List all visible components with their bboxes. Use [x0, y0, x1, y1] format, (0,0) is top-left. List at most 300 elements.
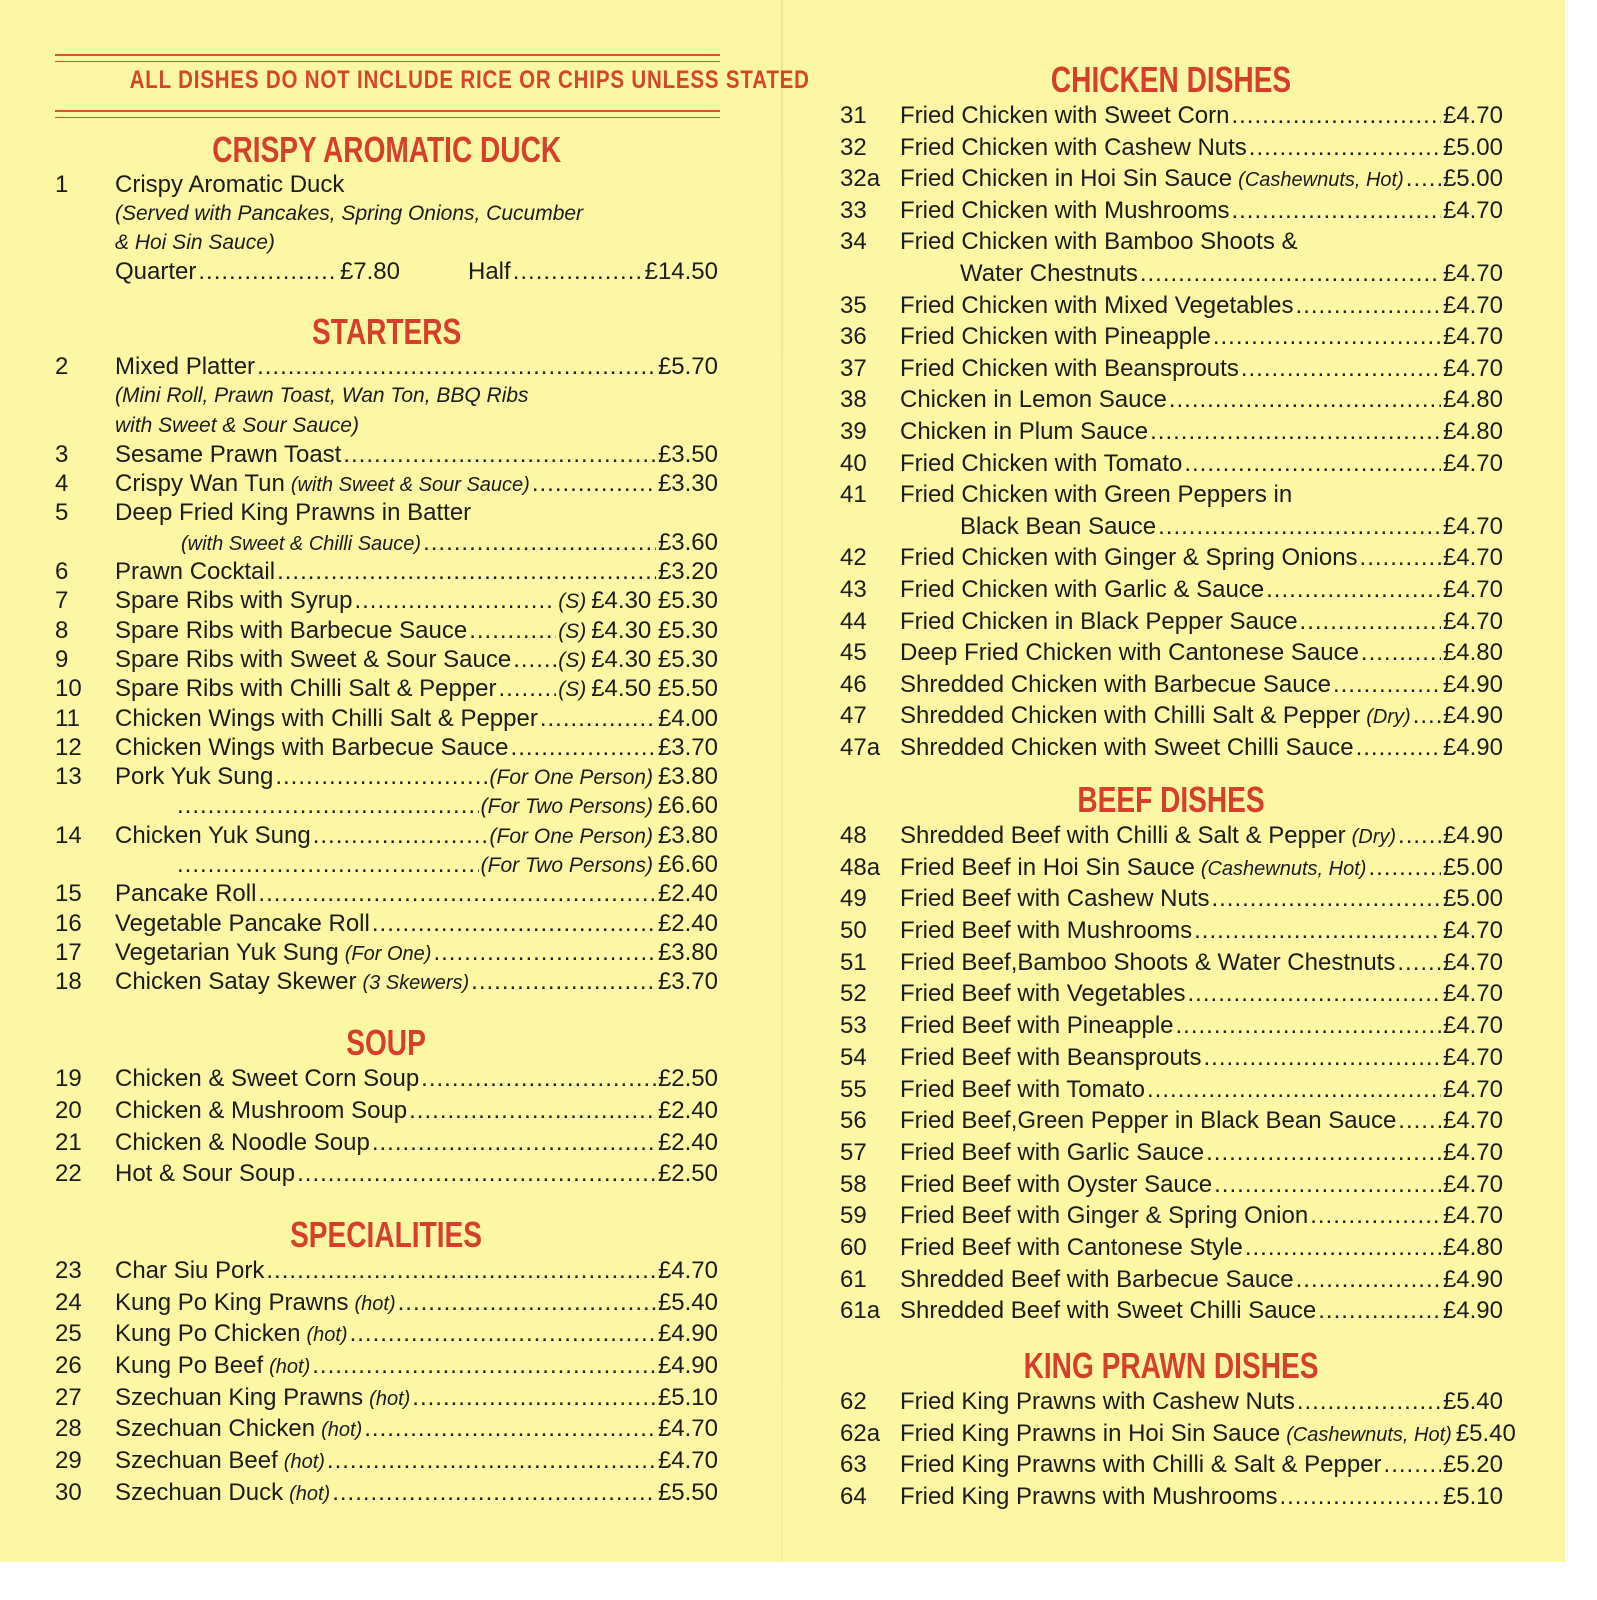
- item-name: Fried King Prawns with Chilli & Salt & Pepper: [900, 1451, 1382, 1479]
- dot-leader: [297, 1158, 656, 1190]
- item-note: (Dry): [1351, 826, 1397, 848]
- section-heading: [840, 780, 1503, 820]
- portion-prices: [55, 257, 718, 286]
- item-name: Fried Chicken with Mushrooms: [900, 196, 1230, 224]
- item-name: Spare Ribs with Chilli Salt & Pepper: [115, 675, 497, 703]
- portion-note: (For Two Persons): [480, 854, 653, 878]
- item-price: £4.70: [657, 1415, 718, 1443]
- portion-note: (S): [558, 590, 587, 614]
- item-number: 21: [55, 1128, 82, 1156]
- item-number: 38: [840, 386, 867, 414]
- item-name: Shredded Beef with Sweet Chilli Sauce: [900, 1297, 1317, 1325]
- dot-leader: [312, 1350, 656, 1382]
- dot-leader: [423, 528, 656, 557]
- item-name: Deep Fried Chicken with Cantonese Sauce: [900, 639, 1359, 667]
- dot-leader: [275, 762, 487, 791]
- item-number: 43: [840, 575, 867, 603]
- item-number: 26: [55, 1352, 82, 1380]
- item-price: £2.40: [657, 880, 718, 908]
- menu-item: [55, 528, 718, 557]
- item-description: (Mini Roll, Prawn Toast, Wan Ton, BBQ Ribs: [115, 384, 529, 408]
- item-name: Chicken Wings with Barbecue Sauce: [115, 733, 509, 761]
- section-title: BEEF DISHES: [1077, 779, 1266, 820]
- item-note: (hot): [354, 1292, 396, 1315]
- menu-item: [840, 1418, 1516, 1450]
- dot-leader: [1360, 542, 1441, 574]
- item-name: Spare Ribs with Barbecue Sauce: [115, 616, 468, 644]
- item-name: Fried Chicken in Black Pepper Sauce: [900, 607, 1298, 635]
- item-name: Fried Beef with Cashew Nuts: [900, 885, 1210, 913]
- item-number: 62: [840, 1388, 867, 1415]
- item-name: Deep Fried King Prawns in Batter: [115, 499, 472, 527]
- item-name: Fried Beef with Ginger & Spring Onion: [900, 1202, 1309, 1230]
- item-price: £5.40: [1455, 1419, 1516, 1447]
- item-number: 44: [840, 607, 867, 635]
- item-name: Crispy Wan Tun: [115, 470, 285, 498]
- dot-leader: [266, 1255, 656, 1287]
- dot-leader: [343, 440, 656, 469]
- item-price: £2.50: [657, 1160, 718, 1188]
- dot-leader: [1296, 290, 1441, 322]
- item-price: £4.90: [1442, 1265, 1503, 1293]
- menu-item: [840, 852, 1503, 884]
- dot-leader: [198, 257, 338, 286]
- item-price: £4.70: [1442, 1202, 1503, 1230]
- menu-item: [55, 1158, 718, 1190]
- item-number: 53: [840, 1012, 867, 1040]
- item-number: 3: [55, 440, 69, 468]
- item-number: 41: [840, 481, 867, 509]
- item-number: 46: [840, 670, 867, 698]
- item-price: £5.00: [1442, 165, 1503, 193]
- item-name: Fried Chicken with Garlic & Sauce: [900, 575, 1265, 603]
- item-price: £5.00: [1442, 885, 1503, 913]
- item-name: Shredded Chicken with Barbecue Sauce: [900, 670, 1331, 698]
- item-price: £2.40: [657, 1096, 718, 1124]
- item-price: £4.90: [1442, 670, 1503, 698]
- dot-leader: [258, 879, 656, 908]
- item-price: £5.70: [657, 353, 718, 380]
- menu-item: [55, 352, 718, 381]
- section-heading: [55, 312, 718, 352]
- item-number: 30: [55, 1478, 82, 1506]
- item-description: with Sweet & Sour Sauce): [115, 413, 359, 437]
- section-title: SPECIALITIES: [290, 1214, 483, 1255]
- item-number: 33: [840, 196, 867, 224]
- dot-leader: [1147, 1074, 1441, 1106]
- item-number: 5: [55, 499, 69, 527]
- item-name: Pork Yuk Sung: [115, 763, 274, 791]
- item-number: 51: [840, 948, 867, 976]
- item-note: (Cashewnuts, Hot): [1200, 857, 1367, 880]
- menu-item: [55, 733, 718, 762]
- item-number: 58: [840, 1170, 867, 1198]
- menu-item: [55, 1127, 718, 1159]
- dot-leader: [1361, 637, 1441, 669]
- item-name: Hot & Sour Soup: [115, 1160, 296, 1188]
- item-name: Pancake Roll: [115, 880, 257, 908]
- menu-item: [840, 574, 1503, 606]
- item-price: £4.70: [1442, 544, 1503, 572]
- item-number: 57: [840, 1138, 867, 1166]
- menu-item: [55, 909, 718, 938]
- item-note: (For One): [344, 942, 432, 965]
- item-number: 55: [840, 1075, 867, 1103]
- item-name: Shredded Chicken with Sweet Chilli Sauce: [900, 733, 1354, 761]
- menu-section: [840, 1345, 1516, 1513]
- menu-item: [840, 479, 1503, 511]
- item-price: £4.70: [1442, 1107, 1503, 1135]
- dot-leader: [277, 557, 656, 586]
- menu-section: [55, 1215, 718, 1509]
- dot-leader: [433, 938, 656, 967]
- item-price: £4.30 £5.30: [591, 645, 718, 673]
- portion-note: (S): [558, 619, 587, 643]
- dot-leader: [1310, 1200, 1441, 1232]
- item-note: (hot): [289, 1482, 331, 1505]
- item-number: 20: [55, 1096, 82, 1124]
- menu-item: [840, 1264, 1503, 1296]
- menu-section: [55, 312, 718, 997]
- item-price: £5.40: [1442, 1388, 1503, 1415]
- menu-item: [840, 978, 1503, 1010]
- item-description: (Served with Pancakes, Spring Onions, Cucumber: [115, 202, 584, 225]
- item-name: Fried Beef,Green Pepper in Black Bean Sauce: [900, 1107, 1397, 1135]
- item-price: £5.50: [657, 1478, 718, 1506]
- item-price: £5.40: [657, 1288, 718, 1316]
- menu-item: [55, 645, 718, 674]
- menu-item: [55, 967, 718, 996]
- item-name: Spare Ribs with Syrup: [115, 587, 353, 615]
- menu-item: [55, 440, 718, 469]
- item-price: £3.60: [657, 528, 718, 556]
- dot-leader: [1297, 1386, 1441, 1418]
- menu-item: [840, 700, 1503, 732]
- item-name: Szechuan Chicken: [115, 1415, 316, 1443]
- menu-item: [55, 1255, 718, 1287]
- dot-leader: [1158, 511, 1441, 543]
- item-number: 45: [840, 639, 867, 667]
- quarter-option: [115, 257, 400, 286]
- item-name: Fried Chicken with Tomato: [900, 449, 1183, 477]
- dot-leader: [257, 352, 656, 381]
- item-name: Kung Po Chicken: [115, 1320, 301, 1348]
- menu-item: [840, 883, 1503, 915]
- item-note: (hot): [269, 1356, 311, 1379]
- section-title: STARTERS: [311, 311, 462, 352]
- dot-leader: [532, 469, 656, 498]
- notice-text: ALL DISHES DO NOT INCLUDE RICE OR CHIPS UNLESS STATED: [129, 66, 810, 94]
- dot-leader: [1368, 852, 1440, 884]
- menu-item: [840, 1449, 1503, 1481]
- dot-leader: [421, 1063, 656, 1095]
- dot-leader: [412, 1382, 656, 1414]
- item-number: 12: [55, 733, 82, 761]
- dot-leader: [1245, 1232, 1441, 1264]
- menu-item: [55, 791, 718, 820]
- item-number: 56: [840, 1107, 867, 1135]
- item-number: 16: [55, 909, 82, 937]
- item-number: 52: [840, 980, 867, 1008]
- item-name: Fried Beef with Oyster Sauce: [900, 1170, 1213, 1198]
- item-number: 11: [55, 704, 80, 732]
- item-note: (with Sweet & Sour Sauce): [290, 474, 530, 497]
- dot-leader: [177, 791, 479, 820]
- menu-item: [840, 1295, 1503, 1327]
- menu-item: [55, 879, 718, 908]
- item-price: £4.80: [1442, 1233, 1503, 1261]
- item-number: 36: [840, 323, 867, 351]
- item-price: £2.40: [657, 909, 718, 937]
- dot-leader: [372, 1127, 656, 1159]
- item-number: 48a: [840, 853, 881, 881]
- dot-leader: [1266, 574, 1441, 606]
- item-name: Mixed Platter: [115, 353, 256, 380]
- item-price: £4.70: [657, 1447, 718, 1475]
- dot-leader: [1384, 1449, 1441, 1481]
- item-number: 61: [840, 1265, 867, 1293]
- section-heading: [55, 130, 718, 170]
- dot-leader: [1214, 1169, 1441, 1201]
- item-price: £4.70: [1442, 512, 1503, 540]
- dot-leader: [1140, 258, 1441, 290]
- item-name-continued: Black Bean Sauce: [960, 512, 1157, 540]
- dot-leader: [1206, 1137, 1441, 1169]
- item-price: £4.70: [1442, 102, 1503, 129]
- menu-item: [55, 1350, 718, 1382]
- item-name: Shredded Beef with Barbecue Sauce: [900, 1265, 1294, 1293]
- item-price: £2.40: [657, 1128, 718, 1156]
- item-price: £3.80: [657, 938, 718, 966]
- item-price: £5.00: [1442, 853, 1503, 881]
- item-name: Chicken & Noodle Soup: [115, 1128, 370, 1156]
- item-name: Char Siu Pork: [115, 1257, 265, 1284]
- item-name: Fried Beef with Cantonese Style: [900, 1233, 1243, 1261]
- item-name: Shredded Chicken with Chilli Salt & Pepper: [900, 702, 1361, 730]
- section-heading: [840, 60, 1503, 100]
- item-price: £4.70: [1442, 1075, 1503, 1103]
- item-price: £3.80: [657, 821, 718, 849]
- item-price: £4.30 £5.30: [591, 616, 718, 644]
- menu-item: [55, 498, 718, 527]
- menu-item: [840, 1169, 1503, 1201]
- menu-item: [55, 616, 718, 645]
- dot-leader: [1398, 820, 1441, 852]
- item-number: 54: [840, 1043, 867, 1071]
- menu-item: [840, 448, 1503, 480]
- menu-item: [840, 1010, 1503, 1042]
- item-price: £3.70: [657, 968, 718, 996]
- item-name: Chicken & Mushroom Soup: [115, 1096, 408, 1124]
- item-name: Fried King Prawns in Hoi Sin Sauce: [900, 1419, 1281, 1447]
- menu-item: [840, 416, 1503, 448]
- menu-item: [840, 1232, 1503, 1264]
- half-price: £14.50: [644, 258, 718, 285]
- item-number: 48: [840, 822, 867, 849]
- dot-leader: [1318, 1295, 1441, 1327]
- menu-item: [55, 1318, 718, 1350]
- item-name: Fried Beef,Bamboo Shoots & Water Chestnuts: [900, 948, 1396, 976]
- menu-item: [55, 704, 718, 733]
- item-price: £4.90: [657, 1352, 718, 1380]
- item-price: £4.70: [1442, 449, 1503, 477]
- rice-chips-notice: [55, 66, 810, 95]
- section-heading: [840, 1346, 1503, 1386]
- portion-note: (For One Person): [489, 766, 653, 790]
- menu-item: [840, 163, 1503, 195]
- menu-item: [55, 938, 718, 967]
- item-number: 39: [840, 417, 867, 445]
- dot-leader: [364, 1413, 656, 1445]
- item-name: Fried King Prawns with Mushrooms: [900, 1483, 1278, 1511]
- item-price: £4.90: [657, 1320, 718, 1348]
- dot-leader: [471, 967, 656, 996]
- menu-item: [840, 1386, 1503, 1418]
- dot-leader: [177, 850, 479, 879]
- dot-leader: [1211, 883, 1440, 915]
- item-number: 10: [55, 675, 82, 703]
- item-name: Kung Po King Prawns: [115, 1288, 349, 1316]
- item-price: £4.90: [1442, 1297, 1503, 1325]
- menu-item: [55, 1477, 718, 1509]
- menu-item: [840, 606, 1503, 638]
- menu-item: [840, 132, 1503, 164]
- item-price: £4.70: [1442, 980, 1503, 1008]
- item-number: 32a: [840, 165, 881, 193]
- section-title: SOUP: [346, 1022, 427, 1063]
- menu-item: [840, 226, 1503, 258]
- menu-item: [55, 1445, 718, 1477]
- item-number: 24: [55, 1288, 82, 1316]
- dot-leader: [1333, 669, 1441, 701]
- item-name: Fried King Prawns with Cashew Nuts: [900, 1388, 1295, 1415]
- item-price: £3.80: [657, 763, 718, 791]
- menu-item: [840, 947, 1503, 979]
- item-price: £4.70: [1442, 1043, 1503, 1071]
- dot-leader: [1231, 195, 1441, 227]
- item-price: £4.70: [1442, 917, 1503, 945]
- item-name: Fried Beef with Pineapple: [900, 1012, 1174, 1040]
- dot-leader: [1169, 384, 1441, 416]
- item-name: Fried Chicken with Cashew Nuts: [900, 133, 1247, 161]
- item-name: Fried Beef with Tomato: [900, 1075, 1146, 1103]
- dot-leader: [1279, 1481, 1440, 1513]
- item-number: 59: [840, 1202, 867, 1230]
- item-price: £4.70: [1442, 354, 1503, 382]
- bottom-rule: [55, 110, 720, 118]
- menu-item: [840, 732, 1503, 764]
- dot-leader: [1413, 700, 1441, 732]
- item-number: 37: [840, 354, 867, 382]
- item-number: 35: [840, 291, 867, 319]
- item-number: 1: [55, 171, 69, 198]
- item-name: Shredded Beef with Chilli & Salt & Pepper: [900, 822, 1346, 849]
- menu-item: [840, 384, 1503, 416]
- menu-item: [840, 258, 1503, 290]
- item-number: 23: [55, 1257, 82, 1284]
- dot-leader: [499, 674, 557, 703]
- menu-item: [55, 170, 718, 199]
- item-number: 17: [55, 938, 82, 966]
- item-note: (Dry): [1366, 706, 1411, 729]
- item-number: 50: [840, 917, 867, 945]
- menu-item: [840, 100, 1503, 132]
- item-name: Vegetable Pancake Roll: [115, 909, 370, 937]
- item-number: 47a: [840, 733, 881, 761]
- item-note: (hot): [369, 1387, 411, 1410]
- dot-leader: [332, 1477, 656, 1509]
- menu-item: [55, 1095, 718, 1127]
- portion-note: (For Two Persons): [480, 795, 653, 819]
- item-number: 64: [840, 1483, 867, 1511]
- dot-leader: [1204, 1042, 1441, 1074]
- menu-item: [840, 195, 1503, 227]
- item-number: 14: [55, 821, 82, 849]
- menu-item: [840, 820, 1503, 852]
- dot-leader: [1176, 1010, 1441, 1042]
- item-name: Prawn Cocktail: [115, 558, 276, 586]
- item-price: £6.60: [657, 792, 718, 820]
- item-price: £4.70: [1442, 259, 1503, 287]
- menu-item: [840, 1105, 1503, 1137]
- dot-leader: [1241, 353, 1441, 385]
- item-name: Kung Po Beef: [115, 1352, 264, 1380]
- item-number: 7: [55, 587, 69, 615]
- item-name: Fried Chicken with Green Peppers in: [900, 481, 1293, 509]
- dot-leader: [409, 1095, 656, 1127]
- item-name: Fried Chicken with Sweet Corn: [900, 102, 1230, 129]
- quarter-price: £7.80: [339, 258, 400, 285]
- menu-item: [840, 669, 1503, 701]
- item-name: Chicken Wings with Chilli Salt & Pepper: [115, 704, 538, 732]
- menu-item: [55, 469, 718, 498]
- item-note: (Cashewnuts, Hot): [1286, 1423, 1452, 1446]
- item-name: Fried Chicken with Mixed Vegetables: [900, 291, 1294, 319]
- item-number: 2: [55, 353, 69, 380]
- menu-item: [840, 1200, 1503, 1232]
- item-name: Fried Chicken with Pineapple: [900, 323, 1211, 351]
- item-price: £4.00: [657, 704, 718, 732]
- item-number: 8: [55, 616, 69, 644]
- menu-item: [840, 915, 1503, 947]
- menu-section: [55, 1023, 718, 1190]
- item-name: Spare Ribs with Sweet & Sour Sauce: [115, 645, 512, 673]
- menu-item: [55, 586, 718, 615]
- section-title: KING PRAWN DISHES: [1024, 1345, 1319, 1386]
- dot-leader: [1398, 1105, 1441, 1137]
- menu-item: [55, 557, 718, 586]
- item-note: (hot): [306, 1324, 348, 1347]
- item-number: 6: [55, 558, 69, 586]
- item-price: £4.80: [1442, 639, 1503, 667]
- item-name: Szechuan Duck: [115, 1478, 284, 1506]
- menu-item: [55, 1382, 718, 1414]
- portion-note: (S): [558, 678, 587, 702]
- dot-leader: [398, 1287, 656, 1319]
- menu-item: [55, 821, 718, 850]
- menu-item: [840, 290, 1503, 322]
- item-number: 61a: [840, 1297, 881, 1325]
- menu-section: [55, 130, 718, 286]
- item-price: £3.30: [657, 470, 718, 498]
- item-note: (hot): [321, 1419, 363, 1442]
- menu-item: [840, 321, 1503, 353]
- menu-item: [840, 1074, 1503, 1106]
- item-price: £3.50: [657, 440, 718, 468]
- dot-leader: [313, 821, 488, 850]
- dot-leader: [1184, 448, 1441, 480]
- item-name: Fried Chicken with Bamboo Shoots &: [900, 228, 1298, 256]
